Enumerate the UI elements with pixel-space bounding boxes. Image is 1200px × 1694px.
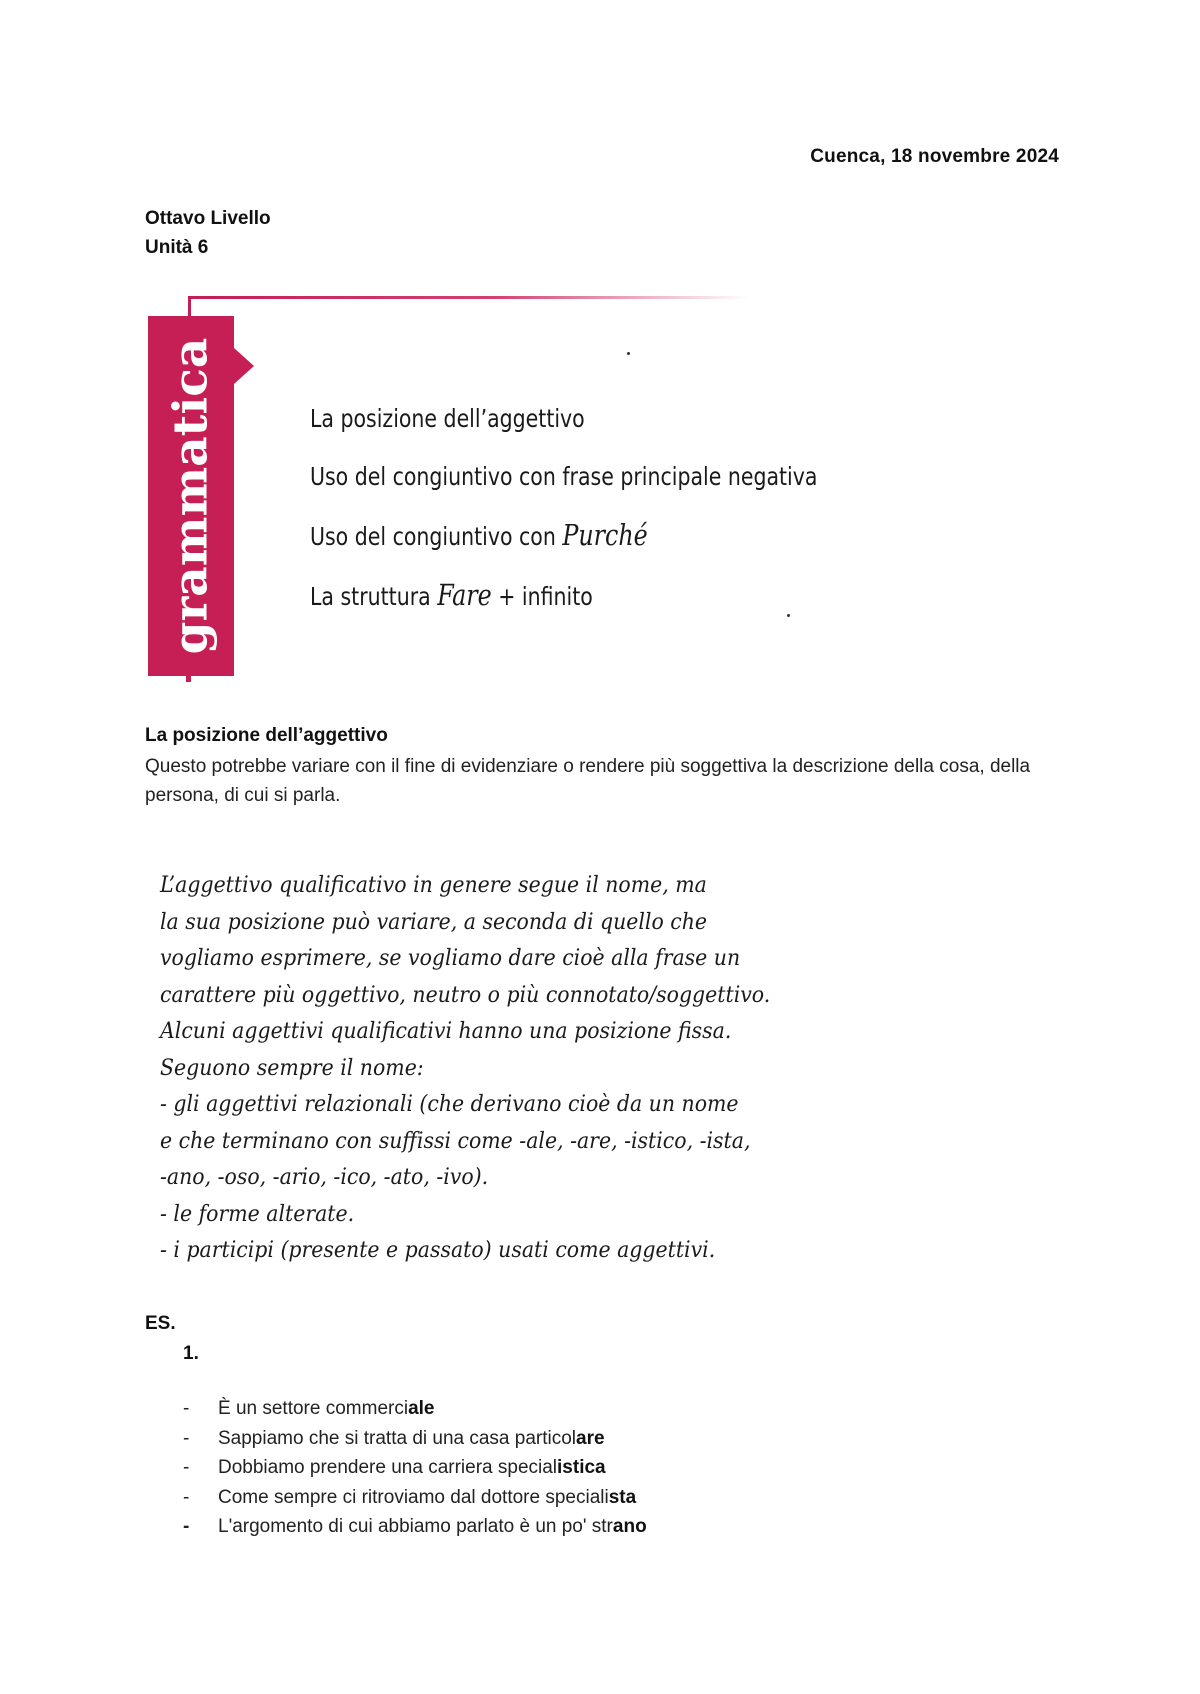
- section-title: La posizione dell’aggettivo: [145, 725, 388, 746]
- scan-line: e che terminano con suffissi come -ale, -are, -istico, -ista,: [160, 1128, 751, 1154]
- level-label: Ottavo Livello: [145, 208, 271, 229]
- scan-line: -ano, -oso, -ario, -ico, -ato, -ivo).: [160, 1165, 489, 1190]
- document-date: Cuenca, 18 novembre 2024: [810, 146, 1059, 167]
- banner-top-line: [188, 296, 748, 299]
- topic-item: La struttura Fare + infinito: [310, 578, 593, 612]
- sentence-suffix: ale: [408, 1398, 435, 1419]
- unit-label: Unità 6: [145, 237, 209, 258]
- scan-line: vogliamo esprimere, se vogliamo dare cioè alla frase un: [160, 946, 741, 971]
- scan-line: - i participi (presente e passato) usati come aggettivi.: [160, 1238, 716, 1263]
- scan-line: - le forme alterate.: [160, 1201, 355, 1227]
- scan-line: - gli aggettivi relazionali (che derivano cioè da un nome: [160, 1092, 739, 1117]
- sentence-suffix: sta: [608, 1486, 637, 1508]
- banner-word: grammatica: [163, 337, 219, 655]
- scan-line: carattere più oggettivo, neutro o più connotato/soggettivo.: [160, 982, 771, 1008]
- scan-speck: [627, 352, 630, 355]
- sentence-text: Sappiamo che si tratta di una casa particol: [218, 1427, 577, 1449]
- sentence-suffix: are: [576, 1427, 605, 1449]
- sentence-text: L'argomento di cui abbiamo parlato è un po' str: [218, 1516, 613, 1537]
- sentence-text: Come sempre ci ritroviamo dal dottore speciali: [218, 1486, 609, 1508]
- scanned-rule-text: [160, 868, 800, 1270]
- list-dash: -: [183, 1457, 190, 1478]
- topic-list: [310, 390, 817, 626]
- document-header: [145, 204, 271, 262]
- topic-item: La posizione dell’aggettivo: [310, 404, 585, 433]
- scan-line: la sua posizione può variare, a seconda di quello che: [160, 909, 708, 935]
- list-dash: -: [183, 1486, 190, 1508]
- sentence-suffix: ano: [612, 1516, 647, 1537]
- topic-item: Uso del congiuntivo con frase principale negativa: [310, 462, 818, 491]
- banner-pointer: [234, 348, 254, 384]
- sentence-text: È un settore commerci: [218, 1398, 409, 1419]
- scan-line: L’aggettivo qualificativo in genere segue il nome, ma: [160, 873, 707, 898]
- list-dash: -: [183, 1427, 190, 1449]
- list-dash: -: [183, 1398, 190, 1419]
- list-dash: -: [183, 1516, 190, 1537]
- sentence-text: Dobbiamo prendere una carriera special: [218, 1457, 558, 1478]
- scan-speck: [787, 614, 790, 617]
- banner-bottom-tab: [186, 670, 191, 682]
- grammatica-banner: [140, 290, 900, 685]
- scan-line: Alcuni aggettivi qualificativi hanno una posizione fissa.: [160, 1019, 732, 1044]
- section-text: Questo potrebbe variare con il fine di evidenziare o rendere più soggettiva la descrizione della cosa, della persona, di cui si parla.: [145, 756, 1031, 806]
- banner-line-connector: [188, 296, 191, 316]
- exercise-label: ES.: [145, 1313, 176, 1334]
- exercise-number: 1.: [183, 1343, 199, 1364]
- sentence-suffix: istica: [557, 1457, 606, 1478]
- scan-line: Seguono sempre il nome:: [160, 1055, 424, 1081]
- topic-item: Uso del congiuntivo con Purché: [310, 518, 648, 552]
